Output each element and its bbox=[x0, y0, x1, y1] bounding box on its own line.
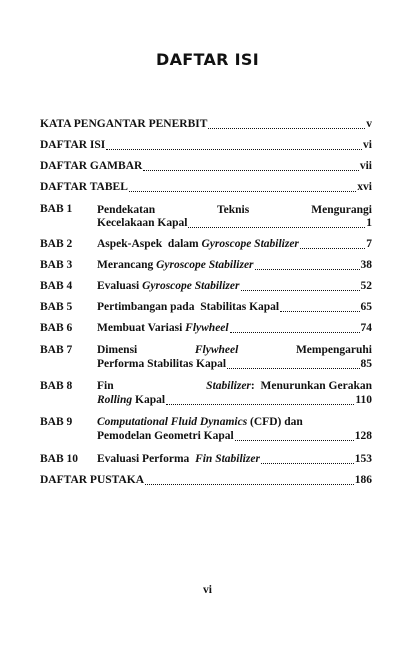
leader-dots bbox=[188, 227, 365, 228]
chapter-number: BAB 6 bbox=[40, 322, 73, 334]
toc-label: DAFTAR GAMBAR bbox=[40, 160, 143, 172]
toc-entry-daftar-isi[interactable] bbox=[40, 139, 372, 153]
toc-page-number: 153 bbox=[354, 453, 372, 465]
toc-page-number: 1 bbox=[366, 217, 372, 229]
chapter-number: BAB 1 bbox=[40, 203, 73, 215]
toc-page-number: 74 bbox=[360, 322, 372, 334]
chapter-number: BAB 4 bbox=[40, 280, 73, 292]
leader-dots bbox=[230, 332, 360, 333]
toc-page-number: v bbox=[366, 118, 372, 130]
leader-dots bbox=[208, 128, 365, 129]
leader-dots bbox=[300, 248, 365, 249]
chapter-title-word: Mempengaruhi bbox=[295, 344, 372, 356]
chapter-title: Aspek-Aspek dalam bbox=[97, 238, 202, 250]
chapter-title-line: Kecelakaan Kapal bbox=[97, 217, 188, 229]
chapter-title-line: Pendekatan Teknis Mengurangi bbox=[97, 204, 372, 216]
chapter-title: Evaluasi Performa bbox=[97, 453, 196, 465]
chapter-title-italic: Flywheel bbox=[185, 322, 229, 334]
chapter-title: Evaluasi bbox=[97, 280, 143, 292]
leader-dots bbox=[145, 484, 354, 485]
chapter-title-italic: Gyroscope Stabilizer bbox=[201, 238, 299, 250]
leader-dots bbox=[261, 463, 354, 464]
toc-entry-daftar-pustaka[interactable] bbox=[40, 474, 372, 488]
toc-page-number: 186 bbox=[354, 474, 372, 486]
chapter-title-word: Fin bbox=[97, 380, 114, 392]
toc-entry-daftar-gambar[interactable] bbox=[40, 160, 372, 174]
toc-page-number: 65 bbox=[360, 301, 372, 313]
chapter-title: Pertimbangan pada Stabilitas Kapal bbox=[97, 301, 280, 313]
chapter-number: BAB 8 bbox=[40, 380, 73, 392]
chapter-title-italic: Computational Fluid Dynamics bbox=[97, 416, 248, 428]
chapter-title-line: Pemodelan Geometri Kapal bbox=[97, 430, 234, 442]
leader-dots bbox=[255, 269, 360, 270]
leader-dots bbox=[280, 311, 359, 312]
toc-page-number: vi bbox=[363, 139, 372, 151]
chapter-number: BAB 3 bbox=[40, 259, 73, 271]
chapter-title-italic: Flywheel bbox=[194, 344, 239, 356]
chapter-title-italic: Gyroscope Stabilizer bbox=[142, 280, 240, 292]
toc-page-number: 52 bbox=[360, 280, 372, 292]
toc-page-number: 128 bbox=[354, 430, 372, 442]
leader-dots bbox=[227, 368, 359, 369]
toc-page-number: 38 bbox=[360, 259, 372, 271]
leader-dots bbox=[143, 170, 359, 171]
chapter-title-line: Performa Stabilitas Kapal bbox=[97, 358, 227, 370]
toc-entry-kata-pengantar[interactable] bbox=[40, 118, 372, 132]
toc-label: DAFTAR TABEL bbox=[40, 181, 128, 193]
chapter-title-italic: Rolling bbox=[97, 394, 133, 406]
leader-dots bbox=[106, 149, 362, 150]
leader-dots bbox=[129, 191, 356, 192]
chapter-title-italic: Fin Stabilizer bbox=[195, 453, 260, 465]
chapter-title-italic: Stabilizer bbox=[206, 380, 251, 392]
page-title: DAFTAR ISI bbox=[156, 50, 259, 69]
toc-page-number: vii bbox=[359, 160, 372, 172]
leader-dots bbox=[235, 440, 354, 441]
toc-page-number: xvi bbox=[357, 181, 372, 193]
toc-entry-daftar-tabel[interactable] bbox=[40, 181, 372, 195]
toc-page-number: 110 bbox=[355, 394, 372, 406]
toc-page-number: 85 bbox=[360, 358, 372, 370]
chapter-title-word: Dimensi bbox=[97, 344, 138, 356]
toc-label: DAFTAR ISI bbox=[40, 139, 106, 151]
chapter-number: BAB 9 bbox=[40, 416, 73, 428]
chapter-number: BAB 7 bbox=[40, 344, 73, 356]
chapter-title-italic: Gyroscope Stabilizer bbox=[156, 259, 254, 271]
chapter-title: Merancang bbox=[97, 259, 157, 271]
toc-label: DAFTAR PUSTAKA bbox=[40, 474, 145, 486]
chapter-title-word: : Menurunkan Gerakan bbox=[250, 380, 372, 392]
chapter-number: BAB 5 bbox=[40, 301, 73, 313]
chapter-title: Membuat Variasi bbox=[97, 322, 186, 334]
chapter-number: BAB 10 bbox=[40, 453, 79, 465]
chapter-title-line: Kapal bbox=[132, 394, 166, 406]
page-number-footer: vi bbox=[203, 584, 212, 596]
toc-page-number: 7 bbox=[366, 238, 372, 250]
chapter-number: BAB 2 bbox=[40, 238, 73, 250]
toc-label: KATA PENGANTAR PENERBIT bbox=[40, 118, 208, 130]
leader-dots bbox=[241, 290, 360, 291]
leader-dots bbox=[166, 404, 354, 405]
chapter-title-word: (CFD) dan bbox=[247, 416, 303, 428]
